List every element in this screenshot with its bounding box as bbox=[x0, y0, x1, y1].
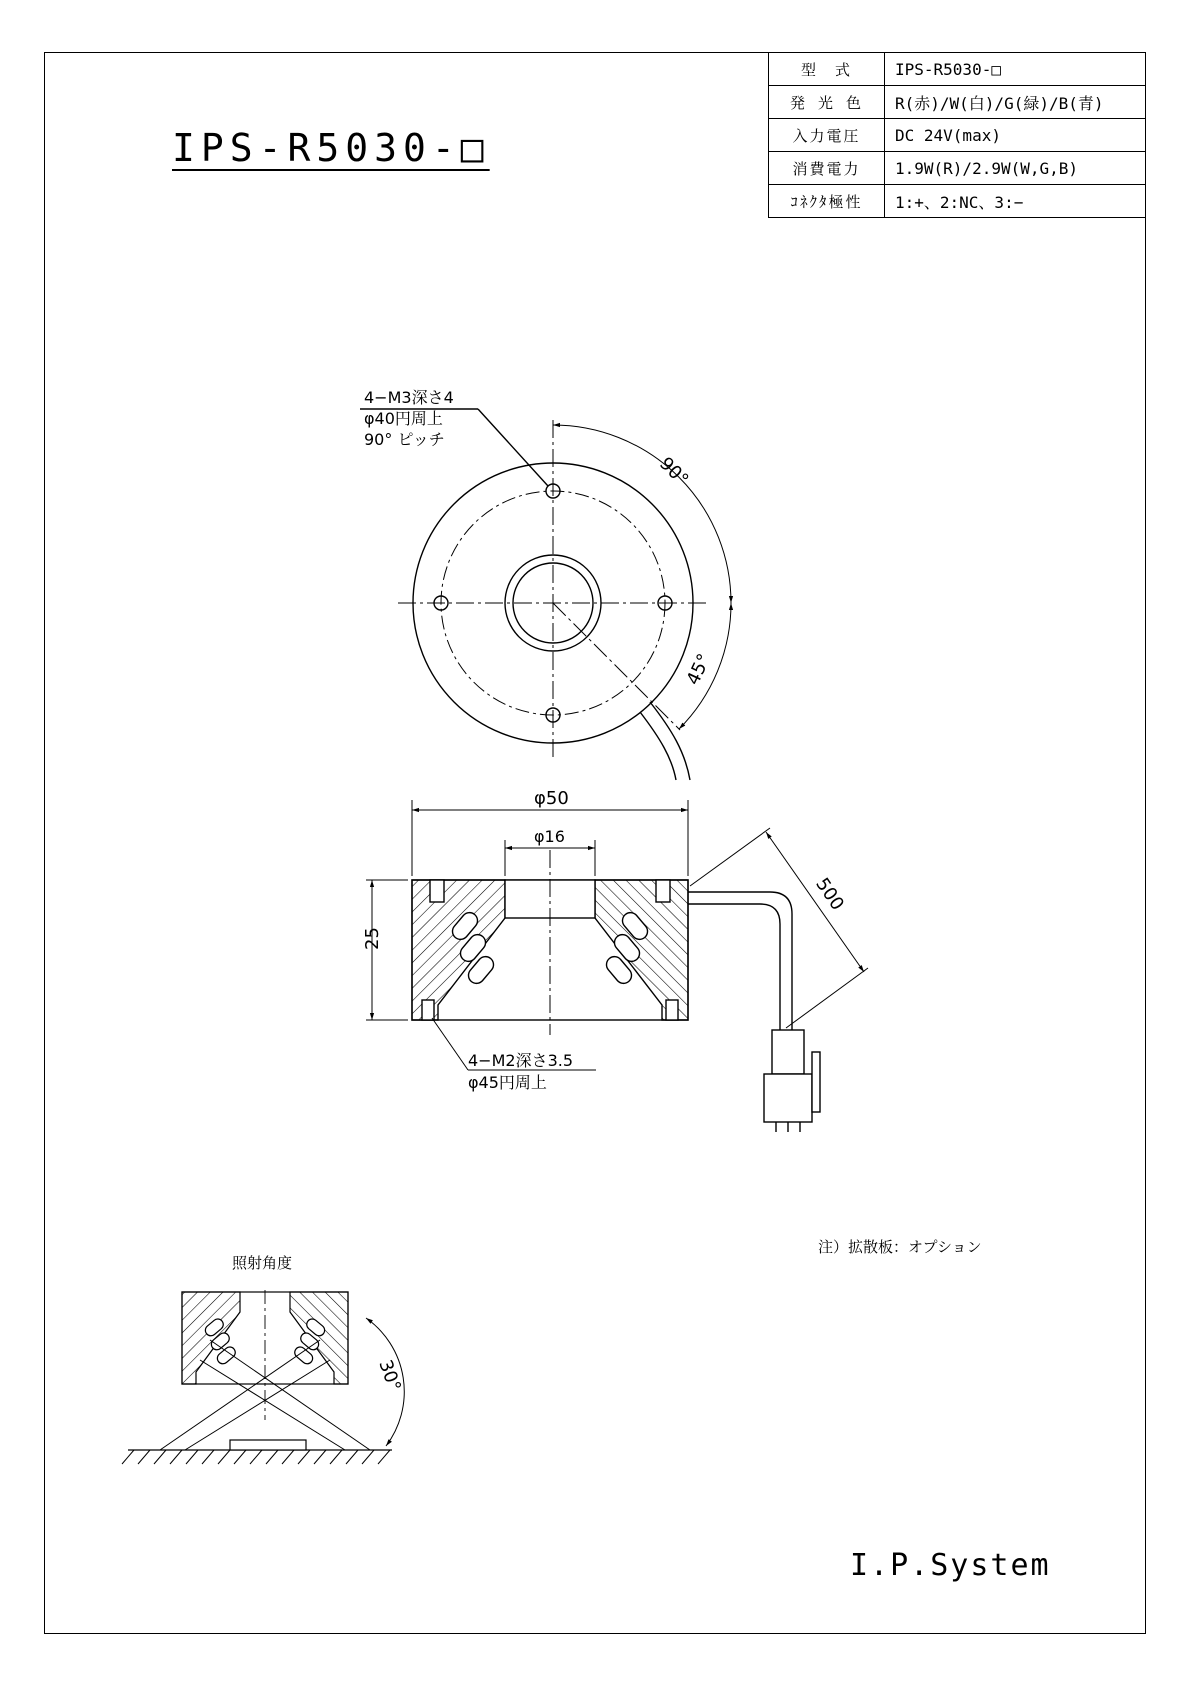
connector bbox=[764, 1030, 820, 1132]
dim-phi16-label: φ16 bbox=[534, 827, 565, 846]
top-note-line2: φ40円周上 bbox=[364, 409, 443, 428]
dim-phi50-label: φ50 bbox=[534, 788, 569, 809]
angle-45-label: 45° bbox=[682, 650, 716, 689]
bottom-note-line1: 4−M2深さ3.5 bbox=[468, 1051, 574, 1070]
cable-side-2 bbox=[688, 904, 780, 1030]
angle-arc-90 bbox=[553, 425, 731, 603]
top-note-line3: 90° ピッチ bbox=[364, 430, 445, 449]
cable-top-2 bbox=[640, 712, 676, 780]
work-target bbox=[230, 1440, 306, 1450]
light-ray bbox=[185, 1360, 330, 1450]
diffuser-note: 注）拡散板：オプション bbox=[818, 1238, 982, 1256]
top-note-line1: 4−M3深さ4 bbox=[364, 388, 454, 407]
bottom-note-line2: φ45円周上 bbox=[468, 1073, 547, 1092]
spec-value: DC 24V(max) bbox=[885, 119, 1146, 152]
tap-hole bbox=[666, 1000, 678, 1020]
mini-housing-right bbox=[290, 1292, 348, 1384]
spec-key: 発 光 色 bbox=[769, 86, 885, 119]
dim-500-label: 500 bbox=[811, 874, 848, 915]
section-view bbox=[366, 800, 868, 1132]
dim-ext-cable-a bbox=[690, 828, 770, 886]
drawing-title: IPS-R5030-□ bbox=[172, 126, 490, 170]
spec-key: 消費電力 bbox=[769, 152, 885, 185]
spec-key: ｺﾈｸﾀ極性 bbox=[769, 185, 885, 218]
mini-housing-left bbox=[182, 1292, 240, 1384]
company-logo: I.P.System bbox=[850, 1548, 1051, 1583]
leader-line bbox=[478, 409, 548, 486]
housing-left-section bbox=[412, 880, 505, 1020]
angle-30-label: 30° bbox=[374, 1357, 405, 1395]
tap-hole bbox=[430, 880, 444, 902]
tap-hole bbox=[422, 1000, 434, 1020]
cable-side bbox=[688, 892, 792, 1030]
ground-hatch bbox=[122, 1450, 390, 1464]
housing-right-section bbox=[595, 880, 688, 1020]
light-ray bbox=[200, 1360, 345, 1450]
angle-diagram bbox=[122, 1290, 404, 1464]
spec-value: R(赤)/W(白)/G(緑)/B(青) bbox=[885, 86, 1146, 119]
bottom-leader bbox=[432, 1018, 468, 1070]
angle-diagram-label: 照射角度 bbox=[232, 1254, 293, 1272]
angle-90-label: 90° bbox=[655, 453, 693, 491]
cable-top bbox=[650, 702, 690, 780]
spec-key: 入力電圧 bbox=[769, 119, 885, 152]
spec-value: 1.9W(R)/2.9W(W,G,B) bbox=[885, 152, 1146, 185]
dim-25-label: 25 bbox=[362, 927, 383, 950]
tap-hole bbox=[656, 880, 670, 902]
dim-ext-cable-b bbox=[786, 968, 868, 1028]
diag-line-45 bbox=[553, 603, 680, 730]
spec-value: IPS-R5030-□ bbox=[885, 53, 1146, 86]
spec-key: 型 式 bbox=[769, 53, 885, 86]
spec-value: 1:+、2:NC、3:− bbox=[885, 185, 1146, 218]
